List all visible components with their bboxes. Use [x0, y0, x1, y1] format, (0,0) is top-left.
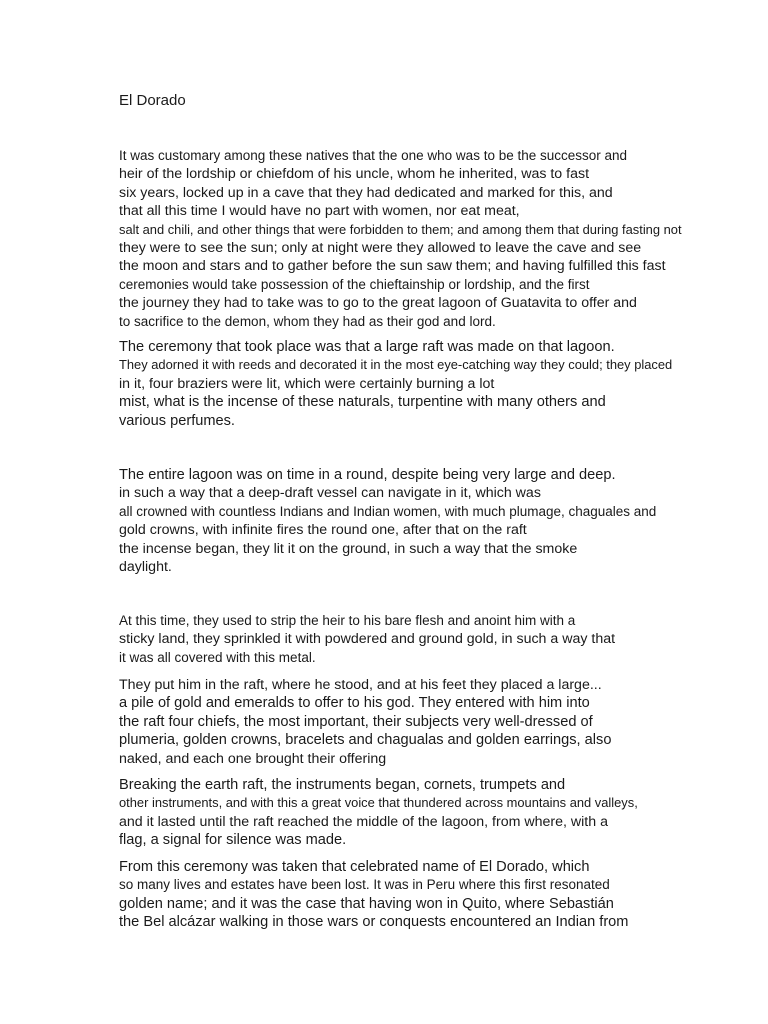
text-line: They put him in the raft, where he stood, and at his feet they placed a large...	[119, 677, 602, 693]
text-line: the journey they had to take was to go to the great lagoon of Guatavita to offer and	[119, 295, 637, 312]
text-line: in such a way that a deep-draft vessel can navigate in it, which was	[119, 485, 541, 502]
text-line: the Bel alcázar walking in those wars or conquests encountered an Indian from	[119, 914, 629, 931]
document-title: El Dorado	[119, 92, 186, 109]
paragraph-anointing	[119, 612, 615, 667]
text-line: it was all covered with this metal.	[119, 649, 316, 665]
text-line: a pile of gold and emeralds to offer to his god. They entered with him into	[119, 695, 590, 712]
text-line: heir of the lordship or chiefdom of his uncle, whom he inherited, was to fast	[119, 166, 590, 183]
text-line: mist, what is the incense of these naturals, turpentine with many others and	[119, 394, 606, 411]
text-line: other instruments, and with this a great voice that thundered across mountains and valleys,	[119, 795, 638, 811]
text-line: The entire lagoon was on time in a round, despite being very large and deep.	[119, 467, 616, 483]
paragraph-instruments	[119, 776, 638, 850]
text-line: the incense began, they lit it on the ground, in such a way that the smoke	[119, 540, 578, 557]
text-line: and it lasted until the raft reached the middle of the lagoon, from where, with a	[119, 813, 608, 830]
text-line: It was customary among these natives that the one who was to be the successor and	[119, 148, 628, 163]
text-line: They adorned it with reeds and decorated it in the most eye-catching way they could; they placed	[119, 357, 673, 373]
paragraph-lagoon-crowd	[119, 466, 656, 576]
text-line: The ceremony that took place was that a large raft was made on that lagoon.	[119, 339, 615, 355]
text-line: Breaking the earth raft, the instruments began, cornets, trumpets and	[119, 777, 566, 793]
paragraph-el-dorado-name	[119, 858, 628, 932]
text-line: to sacrifice to the demon, whom they had as their god and lord.	[119, 313, 496, 329]
text-line: From this ceremony was taken that celebrated name of El Dorado, which	[119, 859, 590, 875]
text-line: they were to see the sun; only at night were they allowed to leave the cave and see	[119, 240, 642, 257]
text-line: various perfumes.	[119, 412, 235, 429]
text-line: so many lives and estates have been lost. It was in Peru where this first resonated	[119, 877, 610, 893]
paragraph-raft-ceremony	[119, 338, 672, 430]
text-line: salt and chili, and other things that were forbidden to them; and among them that during fasting not	[119, 221, 682, 237]
text-line: At this time, they used to strip the heir to his bare flesh and anoint him with a	[119, 613, 576, 628]
text-line: gold crowns, with infinite fires the round one, after that on the raft	[119, 522, 527, 539]
text-line: ceremonies would take possession of the chieftainship or lordship, and the first	[119, 276, 590, 292]
text-line: sticky land, they sprinkled it with powdered and ground gold, in such a way that	[119, 631, 616, 648]
text-line: plumeria, golden crowns, bracelets and chagualas and golden earrings, also	[119, 732, 612, 749]
paragraph-offering	[119, 676, 611, 768]
text-line: in it, four braziers were lit, which were certainly burning a lot	[119, 375, 495, 392]
text-line: naked, and each one brought their offering	[119, 750, 387, 767]
paragraph-succession-fast	[119, 147, 682, 331]
text-line: the raft four chiefs, the most important, their subjects very well-dressed of	[119, 713, 593, 730]
text-line: all crowned with countless Indians and Indian women, with much plumage, chaguales and	[119, 503, 657, 519]
text-line: flag, a signal for silence was made.	[119, 832, 347, 849]
text-line: daylight.	[119, 559, 172, 576]
text-line: that all this time I would have no part with women, nor eat meat,	[119, 203, 520, 220]
text-line: golden name; and it was the case that having won in Quito, where Sebastián	[119, 895, 614, 912]
text-line: the moon and stars and to gather before the sun saw them; and having fulfilled this fast	[119, 258, 666, 275]
text-line: six years, locked up in a cave that they had dedicated and marked for this, and	[119, 184, 613, 201]
